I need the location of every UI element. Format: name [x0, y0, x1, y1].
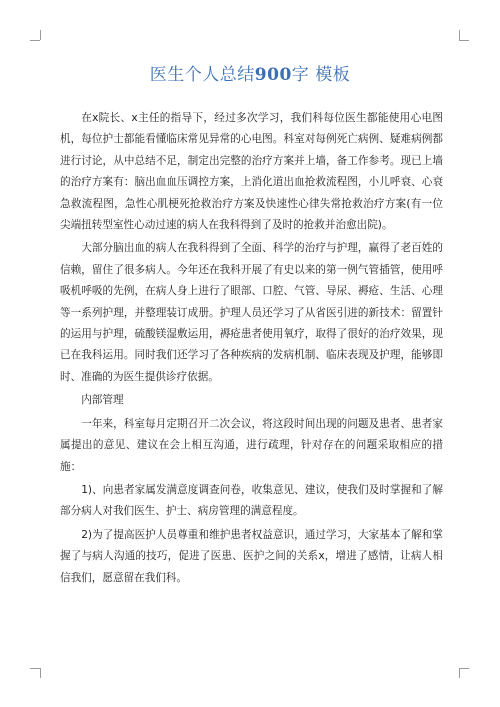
paragraph-4: 1)、向患者家属发满意度调查问卷，收集意见、建议，使我们及时掌握和了解部分病人对我们医生、护士、病房管理的满意程度。 [60, 483, 443, 518]
section-heading-internal-management: 内部管理 [81, 394, 124, 407]
document-body [60, 108, 443, 589]
crop-mark-top-left-vertical [40, 30, 41, 40]
crop-mark-bottom-left-vertical [40, 668, 41, 678]
crop-mark-bottom-right-vertical [459, 668, 460, 678]
document-title: 医生个人总结900字 模板 [149, 65, 351, 85]
paragraph-5: 2)为了提高医护人员尊重和维护患者权益意识，通过学习，大家基本了解和掌握了与病人沟通的技巧，促进了医患、医护之间的关系x，增进了感情，让病人相信我们，愿意留在我们科。 [60, 528, 443, 584]
crop-mark-bottom-right [459, 668, 469, 669]
crop-mark-top-right [459, 40, 469, 41]
crop-mark-top-left [30, 40, 40, 41]
paragraph-3: 一年来，科室每月定期召开二次会议，将这段时间出现的问题及患者、患者家属提出的意见、建议在会上相互沟通，进行疏理，针对存在的问题采取相应的措施： [60, 417, 443, 473]
paragraph-2: 大部分脑出血的病人在我科得到了全面、科学的治疗与护理，赢得了老百姓的信赖，留住了很多病人。今年还在我科开展了有史以来的第一例气管插管，使用呼吸机呼吸的先例，在病人身上进行了眼部、口腔、气管、导尿、褥疮、生活、心理等一系列护理，并整理装订成册。护理人员还学习了从省医引进的新技术：留置针的运用与护理，硫酸镁湿敷运用，褥疮患者使用氧疗，取得了很好的治疗效果，现已在我科运用。同时我们还学习了各种疾病的发病机制、临床表现及护理，能够即时、准确的为医生提供诊疗依据。 [60, 242, 443, 383]
paragraph-1: 在x院长、x主任的指导下，经过多次学习，我们科每位医生都能使用心电图机，每位护士都能看懂临床常见异常的心电图。科室对每例死亡病例、疑难病例都进行讨论，从中总结不足，制定出完整的治疗方案并上墙，备工作参考。现已上墙的治疗方案有：脑出血血压调控方案，上消化道出血抢救流程图，小儿呼衰、心衰急救流程图，急性心肌梗死抢救治疗方案及快速性心律失常抢救治疗方案(有一位尖端扭转型室性心动过速的病人在我科得到了及时的抢救并治愈出院)。 [60, 112, 443, 232]
crop-mark-bottom-left [30, 668, 40, 669]
crop-mark-top-right-vertical [459, 30, 460, 40]
